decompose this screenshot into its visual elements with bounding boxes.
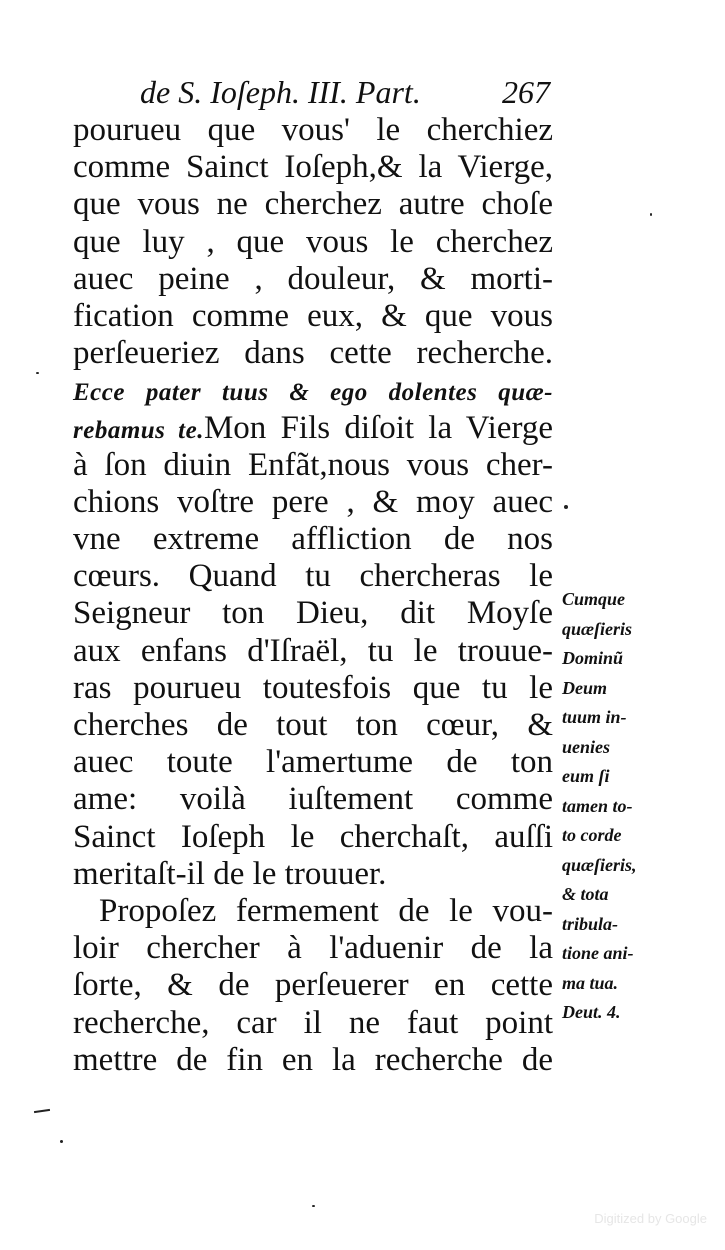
text-line: chions voſtre pere , & moy auec: [73, 483, 553, 520]
margin-line: ma tua.: [562, 972, 619, 993]
page-number: 267: [502, 74, 550, 110]
latin-quote-end: rebamus te.: [73, 416, 204, 444]
text-line: que vous ne cherchez autre choſe: [73, 186, 553, 223]
text-line: vne extreme affliction de nos: [73, 521, 553, 558]
text-line: recherche, car il ne faut point: [73, 1004, 553, 1041]
text-line: cherches de tout ton cœur, &: [73, 707, 553, 743]
text-line: ras pourueu toutesfois que tu le: [73, 669, 553, 706]
text-line: Seigneur ton Dieu, dit Moyſe: [73, 595, 553, 632]
paragraph-start-line: Propoſez fermement de le vou-: [99, 892, 553, 929]
text-line: aux enfans d'Iſraël, tu le trouue-: [73, 632, 553, 669]
ink-speck: [60, 1140, 63, 1143]
ink-speck: [650, 213, 652, 216]
text-line: ſorte, & de perſeuerer en cette: [73, 967, 553, 1004]
text-line: cœurs. Quand tu chercheras le: [73, 558, 553, 595]
text-line: loir chercher à l'aduenir de la: [73, 930, 553, 967]
margin-line: quæſieris: [562, 618, 633, 639]
text-line: perſeueriez dans cette recherche.: [73, 335, 553, 372]
latin-quote: Ecce pater tuus & ego dolentes quæ-: [73, 379, 553, 407]
text-line: comme Sainct Ioſeph,& la Vierge,: [73, 149, 553, 186]
main-text: [73, 112, 553, 1079]
running-title: de S. Ioſeph. III. Part.: [140, 74, 421, 110]
text-line: meritaſt-il de le trouuer.: [73, 855, 387, 892]
margin-line: tione ani-: [562, 943, 634, 963]
text-line: auec toute l'amertume de ton: [73, 744, 553, 781]
latin-quote-line: [73, 372, 553, 409]
marginal-note: [562, 585, 677, 1028]
text-line: fication comme eux, & que vous: [73, 297, 553, 334]
margin-line: to corde: [562, 825, 622, 845]
text-line: que luy , que vous le cherchez: [73, 223, 553, 260]
text-line: pourueu que vous' le cherchiez: [73, 112, 553, 148]
text-line: auec peine , douleur, & morti-: [73, 260, 553, 297]
margin-line: quæſieris,: [562, 854, 637, 875]
margin-line: uenies: [562, 736, 611, 757]
ink-speck: [564, 505, 568, 509]
text-line: ame: voilà iuſtement comme: [73, 781, 553, 818]
ink-mark: [34, 1109, 50, 1113]
margin-line: Deut. 4.: [562, 1002, 621, 1022]
margin-line: tamen to-: [562, 795, 633, 816]
text-line: [73, 410, 553, 447]
margin-line: tribula-: [562, 913, 619, 934]
margin-line: Dominũ: [562, 648, 624, 668]
quote-translation: Mon Fils diſoit la Vierge: [203, 409, 553, 446]
margin-line: eum ſi: [562, 766, 610, 786]
ink-speck: [36, 372, 39, 374]
text-line: Sainct Ioſeph le cherchaſt, auſſi: [73, 818, 553, 855]
text-line: mettre de fin en la recherche de: [73, 1041, 553, 1078]
margin-line: Deum: [562, 677, 607, 698]
text-line: à ſon diuin Enfãt,nous vous cher-: [73, 446, 553, 483]
watermark: Digitized by Google: [594, 1211, 707, 1226]
margin-line: & tota: [562, 884, 609, 904]
margin-line: Cumque: [562, 589, 626, 609]
margin-line: tuum in-: [562, 707, 627, 727]
ink-speck: [312, 1205, 315, 1207]
running-header: [140, 72, 550, 112]
